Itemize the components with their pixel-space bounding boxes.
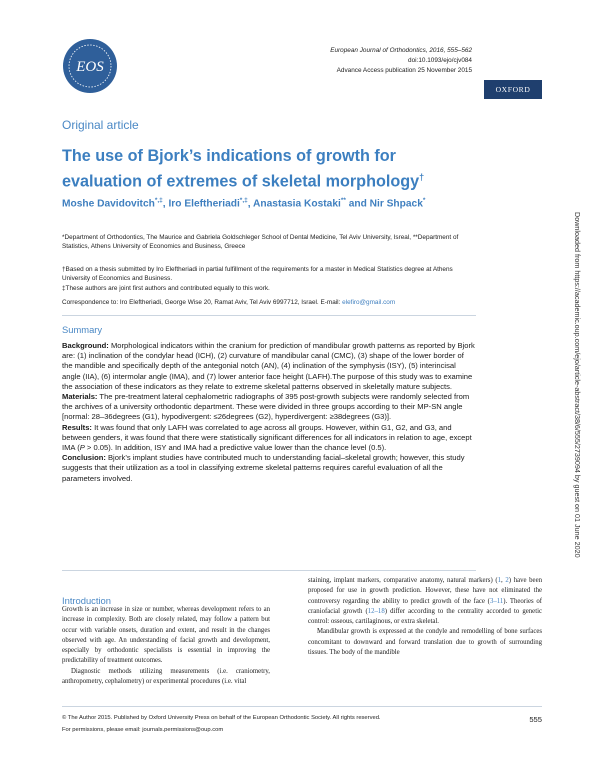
logo-text: EOS	[76, 59, 104, 75]
author-name: Iro Eleftheriadi	[168, 198, 240, 210]
article-type: Original article	[62, 118, 139, 132]
article-title	[62, 146, 462, 192]
body-column-right	[308, 576, 542, 658]
equal-contribution-note: ‡These authors are joint first authors and contributed equally to this work.	[62, 284, 270, 292]
footer	[62, 712, 381, 736]
abstract	[62, 315, 476, 484]
citation-link[interactable]: 1	[497, 577, 502, 584]
intro-paragraph: Diagnostic methods utilizing measurements (i.e. craniometry, anthropometry, cephalometry) or experimental procedures (i.e. vital	[62, 667, 270, 686]
advance-access: Advance Access publication 25 November 2015	[336, 67, 472, 74]
author-mark: *,‡	[154, 197, 163, 204]
citation-link[interactable]: 3–11	[489, 597, 504, 605]
journal-logo	[62, 38, 118, 94]
body-column-left	[62, 605, 270, 687]
affiliations: *Department of Orthodontics, The Maurice and Gabriela Goldschleger School of Dental Medicine, Tel Aviv University, Isreal, **Department of Statistics, Athens University of Economics and Business, Greece	[62, 234, 459, 251]
correspondence	[62, 298, 472, 307]
summary-heading: Summary	[62, 324, 103, 335]
header-meta	[330, 46, 472, 76]
email-link[interactable]: elefiro@gmail.com	[342, 299, 396, 306]
thesis-note: †Based on a thesis submitted by Iro Eleftheriadi in partial fulfillment of the requirements for a master in Medical Statistics degree at Athens University of Economics and Business.	[62, 266, 453, 283]
doi[interactable]: doi:10.1093/ejo/cjv084	[408, 57, 472, 64]
copyright: © The Author 2015. Published by Oxford University Press on behalf of the European Orthodontic Society. All rights reserved.	[62, 715, 381, 721]
author-mark: **	[340, 197, 346, 204]
abstract-results: Results: It was found that only LAFH was correlated to age across all groups. However, within G1, G2, and G3, and between genders, it was found that there were statistically significant differences for all indicators in relation to age, except IMA (P > 0.05). In addition, ISY and IMA had a predictive value lower than the chance level (0.5).	[62, 422, 472, 453]
page-number: 555	[529, 715, 542, 724]
author-name: Anastasia Kostaki	[253, 198, 341, 210]
abstract-background: Background: Morphological indicators within the cranium for prediction of mandibular growth patterns as reported by Bjork are: (1) inclination of the condylar head (ICH), (2) curvature of mandibular canal (CMC), (3) shape of the lower border of the mandible and specifically depth of the antegonial notch (AN), (4) inclination of the symphysis (ISY), (5) interincisal angle (IIA), (6) intermolar angle (IMA), and (7) lower anterior face height (LAFH).The purpose of this study was to examine the association of these indicators as they relate to extreme skeletal patterns observed in skeletally mature subjects.	[62, 341, 475, 391]
intro-paragraph: staining, implant markers, comparative anatomy, natural markers) (1, 2) have been proposed for use in growth prediction. However, these have not eliminated the controversy regarding the ability to predict growth of the face (3–11). Theories of craniofacial growth (12–18) differ according to the centrality accorded to genetic control: osseous, cartilaginous, or extra skeletal.	[308, 577, 542, 626]
intro-paragraph: Growth is an increase in size or number, whereas development refers to an increase in complexity. Both are closely related, may follow a pattern but occur with variable onsets, duration and extent, and result in the changes observed with age. An understanding of facial growth and development, especially by orthodontic specialists is essential in improving the predictability of treatment outcomes.	[62, 606, 270, 665]
author-name: Moshe Davidovitch	[62, 198, 155, 210]
permissions: For permissions, please email: journals.permissions@oup.com	[62, 727, 224, 733]
author-mark: *,‡	[239, 197, 248, 204]
citation-link[interactable]: 2	[505, 577, 509, 584]
author-mark: *	[422, 197, 426, 204]
download-watermark: Downloaded from https://academic.oup.com/ejo/article-abstract/38/6/555/2739094 by guest on 01 June 2020	[573, 212, 582, 558]
intro-paragraph: Mandibular growth is expressed at the condyle and remodelling of bone surfaces concomitant to downward and forward translation due to growth of surrounding tissues. The body of the mandible	[308, 628, 542, 657]
abstract-conclusion: Conclusion: Bjork’s implant studies have contributed much to understanding facial–skeletal growth; however, this study suggests that their utilization as a tool in classifying extreme skeletal patterns requires careful evaluation of all the parameters involved.	[62, 453, 465, 483]
footer-divider	[62, 706, 542, 707]
author-list: Moshe Davidovitch*,‡, Iro Eleftheriadi*,‡, Anastasia Kostaki** and Nir Shpack*	[62, 197, 426, 210]
introduction-heading: Introduction	[62, 595, 111, 606]
title-text: The use of Bjork’s indications of growth for evaluation of extremes of skeletal morphology	[62, 147, 420, 191]
author-name: Nir Shpack	[369, 198, 423, 210]
footnotes	[62, 265, 472, 293]
journal-citation: European Journal of Orthodontics, 2016, 555–562	[330, 47, 472, 54]
abstract-divider	[62, 570, 476, 571]
correspondence-text: Correspondence to: Iro Eleftheriadi, George Wise 20, Ramat Aviv, Tel Aviv 6997712, Israel. E-mail:	[62, 299, 343, 306]
abstract-materials: Materials: The pre-treatment lateral cephalometric radiographs of 395 post-growth subjects were randomly selected from the archives of a university orthodontic department. These were divided in three groups according to their MP-SN angle [normal: 28–36degrees (G1), hypodivergent: ≤26degrees (G2), hyperdivergent: ≥38degrees (G3)].	[62, 392, 470, 422]
title-mark: †	[419, 172, 425, 182]
publisher-badge: OXFORD	[484, 80, 542, 99]
citation-link[interactable]: 12–18	[367, 607, 385, 615]
